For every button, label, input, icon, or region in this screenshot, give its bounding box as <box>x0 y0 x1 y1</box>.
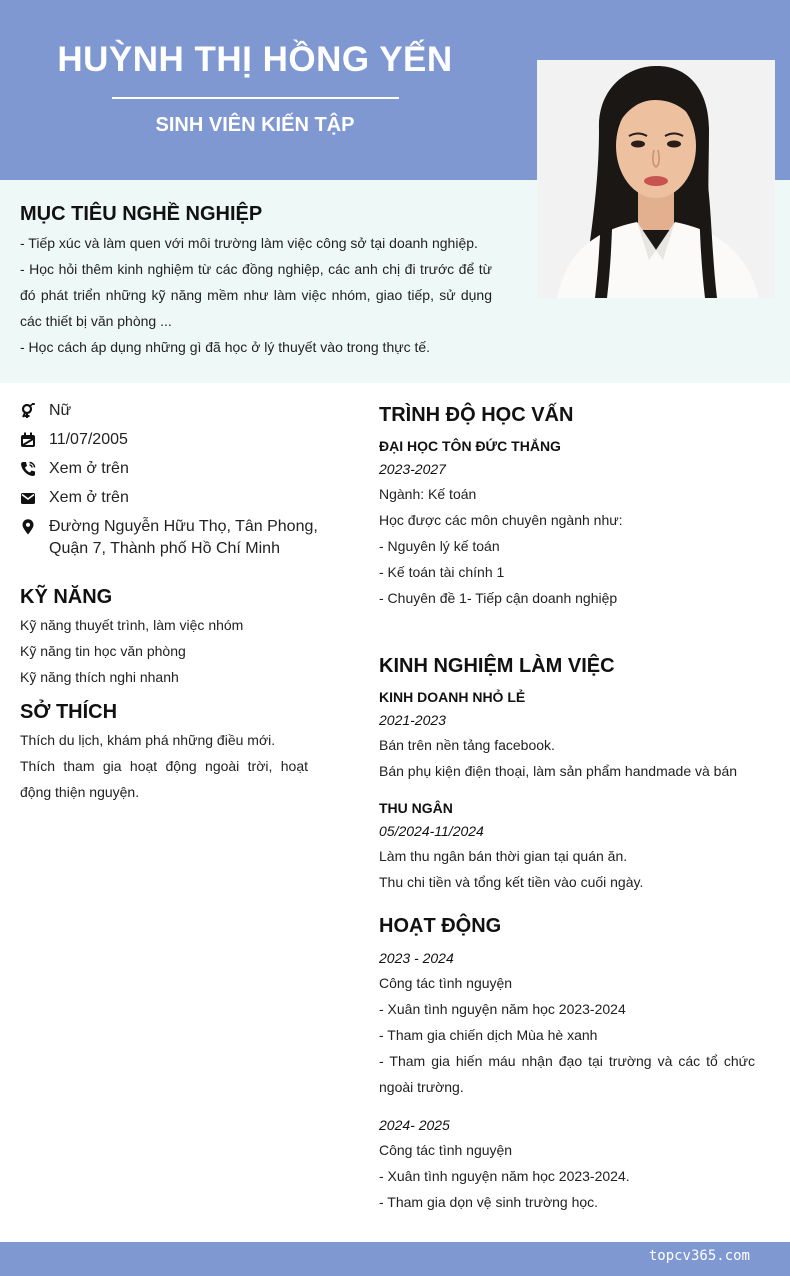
activity-line: Công tác tình nguyện <box>379 1142 513 1158</box>
job-entry <box>379 686 755 784</box>
activities-section <box>379 915 755 1215</box>
job-line: Làm thu ngân bán thời gian tại quán ăn. <box>379 848 628 864</box>
activity-entry <box>379 1113 755 1215</box>
calendar-icon <box>20 429 49 451</box>
objective-title: MỤC TIÊU NGHỀ NGHIỆP <box>20 203 263 225</box>
contact-gender: Nữ <box>20 400 320 422</box>
hobby-item: Thích tham gia hoạt động ngoài trời, hoạt động thiện nguyện. <box>20 758 308 800</box>
job-period: 05/2024-11/2024 <box>379 823 484 839</box>
education-line: Học được các môn chuyên ngành như: <box>379 512 623 528</box>
contact-phone: Xem ở trên <box>20 458 320 480</box>
contact-email: Xem ở trên <box>20 487 320 509</box>
hobbies-section <box>20 701 308 805</box>
email-icon <box>20 487 49 509</box>
school-name: ĐẠI HỌC TÔN ĐỨC THẮNG <box>379 438 561 454</box>
job-line: Bán trên nền tảng facebook. <box>379 737 555 753</box>
activities-title: HOẠT ĐỘNG <box>379 915 502 937</box>
skill-item: Kỹ năng thích nghi nhanh <box>20 669 179 685</box>
skills-title: KỸ NĂNG <box>20 586 113 608</box>
education-title: TRÌNH ĐỘ HỌC VẤN <box>379 404 574 426</box>
activity-line: - Tham gia chiến dịch Mùa hè xanh <box>379 1027 598 1043</box>
gender-icon <box>20 400 49 422</box>
experience-section <box>379 655 755 895</box>
job-company: THU NGÂN <box>379 800 453 816</box>
skills-section <box>20 586 308 690</box>
job-line: Thu chi tiền và tổng kết tiền vào cuối ngày. <box>379 874 644 890</box>
activity-period: 2023 - 2024 <box>379 950 454 966</box>
objective-line: - Học cách áp dụng những gì đã học ở lý thuyết vào trong thực tế. <box>20 339 431 355</box>
contact-info <box>20 400 320 567</box>
education-line: - Chuyên đề 1- Tiếp cận doanh nghiệp <box>379 590 618 606</box>
activity-line: - Tham gia dọn vệ sinh trường học. <box>379 1194 599 1210</box>
contact-birthday: 11/07/2005 <box>20 429 320 451</box>
contact-address: Đường Nguyễn Hữu Thọ, Tân Phong, Quận 7, Thành phố Hồ Chí Minh <box>20 516 320 560</box>
hobby-item: Thích du lịch, khám phá những điều mới. <box>20 732 276 748</box>
job-period: 2021-2023 <box>379 712 446 728</box>
education-section <box>379 404 755 611</box>
job-entry <box>379 797 755 895</box>
skill-item: Kỹ năng tin học văn phòng <box>20 643 186 659</box>
objective-line: - Tiếp xúc và làm quen với môi trường làm việc công sở tại doanh nghiệp. <box>20 235 478 251</box>
education-line: Ngành: Kế toán <box>379 486 477 502</box>
name-divider <box>112 97 399 99</box>
activity-period: 2024- 2025 <box>379 1117 450 1133</box>
footer-website: topcv365.com <box>648 1248 750 1264</box>
activity-line: - Xuân tình nguyện năm học 2023-2024. <box>379 1168 630 1184</box>
footer-band <box>0 1242 790 1276</box>
education-line: - Kế toán tài chính 1 <box>379 564 505 580</box>
skill-item: Kỹ năng thuyết trình, làm việc nhóm <box>20 617 244 633</box>
objective-line: - Học hỏi thêm kinh nghiệm từ các đồng nghiệp, các anh chị đi trước để từ đó phát triển những kỹ năng mềm như làm việc nhóm, giao tiếp, sử dụng các thiết bị văn phòng ... <box>20 261 492 329</box>
education-period: 2023-2027 <box>379 461 446 477</box>
education-line: - Nguyên lý kế toán <box>379 538 500 554</box>
career-objective-section <box>20 203 492 360</box>
job-line: Bán phụ kiện điện thoại, làm sản phẩm handmade và bán <box>379 763 738 779</box>
activity-line: - Xuân tình nguyện năm học 2023-2024 <box>379 1001 626 1017</box>
activity-entry <box>379 946 755 1100</box>
location-icon <box>20 516 49 538</box>
candidate-name: HUỲNH THỊ HỒNG YẾN <box>57 40 453 79</box>
hobbies-title: SỞ THÍCH <box>20 701 118 723</box>
phone-icon <box>20 458 49 480</box>
profile-photo <box>537 60 775 298</box>
activity-line: - Tham gia hiến máu nhận đạo tại trường và các tổ chức ngoài trường. <box>379 1053 755 1095</box>
activity-line: Công tác tình nguyện <box>379 975 513 991</box>
job-company: KINH DOANH NHỎ LẺ <box>379 689 526 705</box>
experience-title: KINH NGHIỆM LÀM VIỆC <box>379 655 615 677</box>
candidate-role: SINH VIÊN KIẾN TẬP <box>155 114 355 136</box>
